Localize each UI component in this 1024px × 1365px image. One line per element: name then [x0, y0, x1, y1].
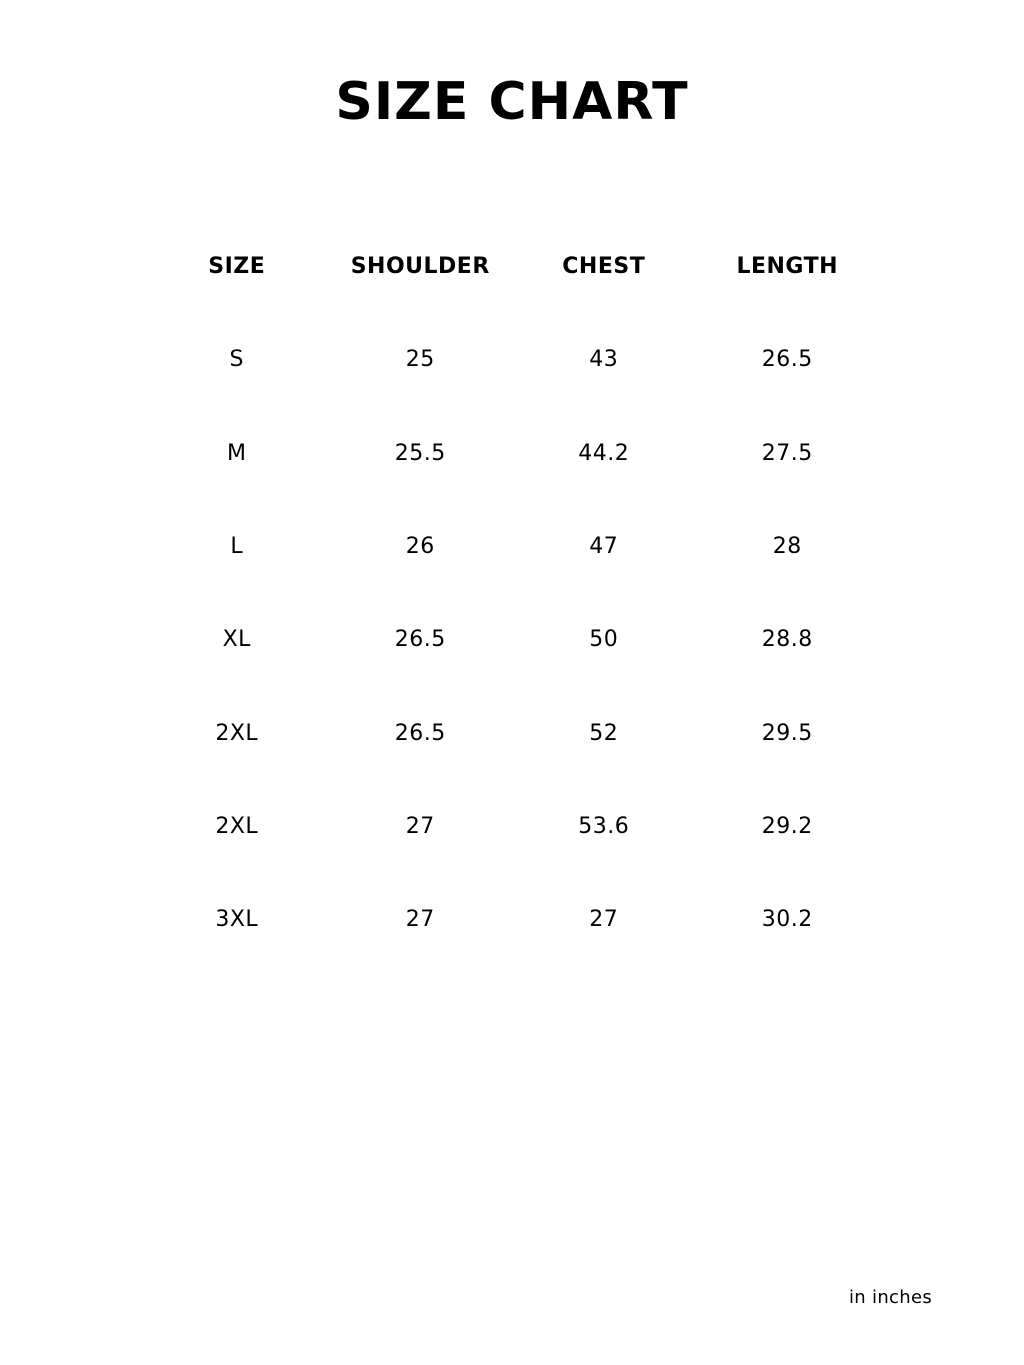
cell-chest: 53.6: [578, 813, 630, 839]
cell-shoulder: 26.5: [394, 627, 446, 653]
cell-size: S: [229, 347, 244, 373]
cell-size: 3XL: [215, 907, 259, 933]
header-length: LENGTH: [736, 254, 839, 280]
cell-length: 28: [772, 534, 802, 560]
cell-shoulder: 26: [405, 534, 435, 560]
cell-shoulder: 25.5: [394, 440, 446, 466]
page-title: SIZE CHART: [335, 72, 689, 132]
cell-size: L: [230, 534, 244, 560]
table-row: [145, 780, 879, 873]
cell-length: 30.2: [761, 907, 813, 933]
cell-length: 29.2: [761, 813, 813, 839]
cell-size: M: [227, 440, 247, 466]
cell-length: 29.5: [761, 720, 813, 746]
cell-chest: 52: [589, 720, 619, 746]
cell-chest: 50: [589, 627, 619, 653]
cell-length: 26.5: [761, 347, 813, 373]
table-row: [145, 313, 879, 406]
header-chest: CHEST: [562, 254, 646, 280]
header-shoulder: SHOULDER: [350, 254, 490, 280]
cell-chest: 44.2: [578, 440, 630, 466]
table-row: [145, 873, 879, 966]
unit-note: in inches: [849, 1287, 932, 1308]
cell-chest: 47: [589, 534, 619, 560]
table-row: [145, 500, 879, 593]
cell-shoulder: 26.5: [394, 720, 446, 746]
cell-length: 28.8: [761, 627, 813, 653]
cell-length: 27.5: [761, 440, 813, 466]
cell-chest: 27: [589, 907, 619, 933]
cell-shoulder: 27: [405, 813, 435, 839]
cell-size: 2XL: [215, 813, 259, 839]
table-row: [145, 593, 879, 686]
table-header-row: [145, 220, 879, 313]
cell-shoulder: 27: [405, 907, 435, 933]
table-row: [145, 407, 879, 500]
cell-size: XL: [222, 627, 251, 653]
cell-shoulder: 25: [405, 347, 435, 373]
cell-size: 2XL: [215, 720, 259, 746]
header-size: SIZE: [208, 254, 266, 280]
table-row: [145, 686, 879, 779]
size-chart-table: [145, 220, 879, 966]
cell-chest: 43: [589, 347, 619, 373]
